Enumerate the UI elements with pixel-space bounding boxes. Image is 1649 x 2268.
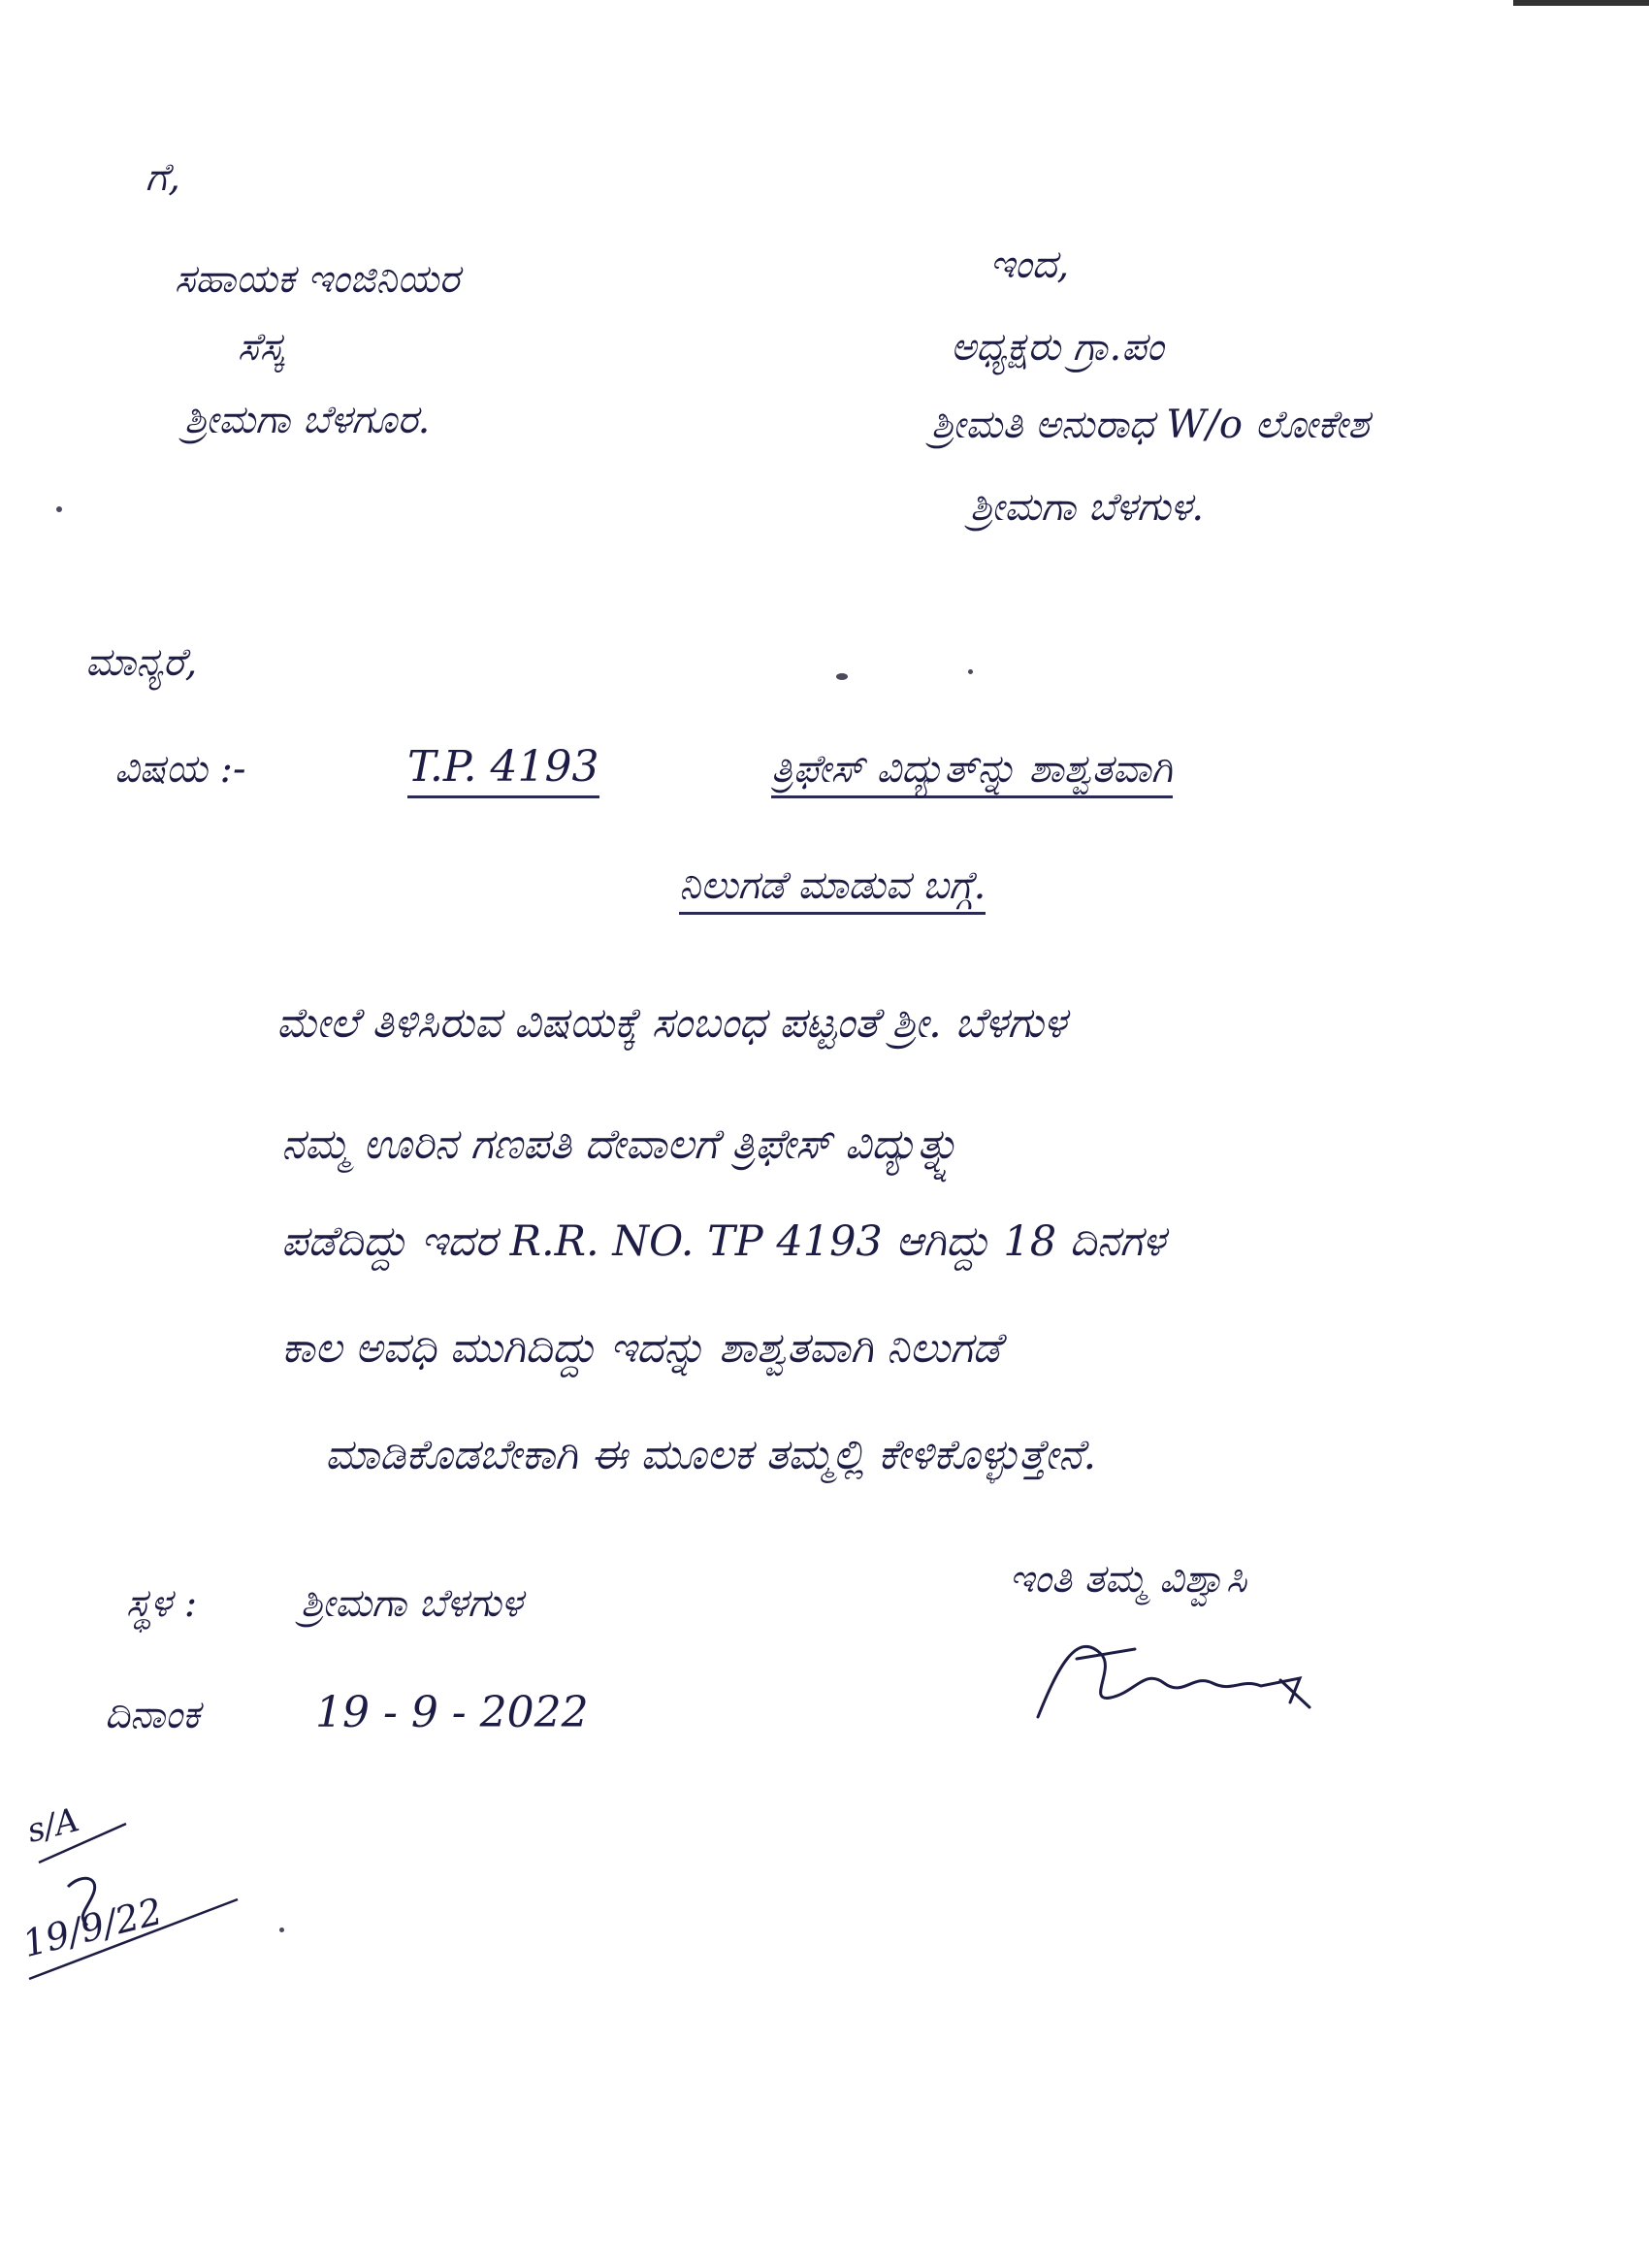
scan-dot xyxy=(836,673,848,680)
to-line-3: ಶ್ರೀಮಗಾ ಬೆಳಗೂರ. xyxy=(184,398,431,442)
body-line-2: ನಮ್ಮ ಊರಿನ ಗಣಪತಿ ದೇವಾಲಗೆ ತ್ರಿಫೇಸ್ ವಿದ್ಯುತ್ನ್ನು xyxy=(281,1120,963,1169)
salutation: ಮಾನ್ಯರೆ, xyxy=(85,640,198,685)
place-label: ಸ್ಥಳ : xyxy=(126,1581,198,1626)
receipt-text-2: 19/9/22 xyxy=(17,1889,167,1966)
date-value: 19 - 9 - 2022 xyxy=(315,1688,589,1737)
date-label: ದಿನಾಂಕ xyxy=(105,1693,200,1737)
subject-text-1: ತ್ರಿಫೇಸ್ ವಿದ್ಯುತ್‌ನ್ನು ಶಾಶ್ವತವಾಗಿ xyxy=(771,747,1173,798)
from-line-1: ಅಧ್ಯಕ್ಷರು ಗ್ರಾ.ಪಂ xyxy=(951,325,1164,370)
place-value: ಶ್ರೀಮಗಾ ಬೆಳಗುಳ xyxy=(301,1581,523,1626)
from-heading: ಇಂದ, xyxy=(989,243,1070,287)
body-line-5: ಮಾಡಿಕೊಡಬೇಕಾಗಿ ಈ ಮೂಲಕ ತಮ್ಮಲ್ಲಿ ಕೇಳಿಕೊಳ್ಳುತ್ತೇನೆ. xyxy=(325,1431,1097,1479)
to-line-1: ಸಹಾಯಕ ಇಂಜಿನಿಯರ xyxy=(175,257,460,302)
body-line-4: ಕಾಲ ಅವಧಿ ಮುಗಿದಿದ್ದು ಇದನ್ನು ಶಾಶ್ವತವಾಗಿ ನಿಲುಗಡೆ xyxy=(281,1324,1001,1373)
scan-edge xyxy=(1513,0,1649,6)
scan-dot xyxy=(279,1928,284,1932)
to-line-2: ಸೆಸ್ಕ xyxy=(238,325,284,370)
signature-mark xyxy=(1018,1610,1339,1736)
subject-label: ವಿಷಯ :- xyxy=(114,747,246,792)
to-heading: ಗೆ, xyxy=(146,155,180,200)
receipt-text-1: s/A xyxy=(22,1800,83,1851)
from-line-3: ಶ್ರೀಮಗಾ ಬೆಳಗುಳ. xyxy=(970,485,1205,530)
body-line-1: ಮೇಲೆ ತಿಳಿಸಿರುವ ವಿಷಯಕ್ಕೆ ಸಂಬಂಧ ಪಟ್ಟಂತೆ ಶ್ರೀ. ಬೆಳಗುಳ xyxy=(276,999,1067,1048)
body-line-3: ಪಡೆದಿದ್ದು ಇದರ R.R. NO. TP 4193 ಆಗಿದ್ದು 18 ದಿನಗಳ xyxy=(281,1217,1166,1266)
from-line-2: ಶ್ರೀಮತಿ ಅನುರಾಧ W/o ಲೋಕೇಶ xyxy=(931,403,1370,447)
scan-dot xyxy=(56,506,62,512)
subject-text-2: ನಿಲುಗಡೆ ಮಾಡುವ ಬಗ್ಗೆ. xyxy=(679,863,986,915)
closing: ಇಂತಿ ತಮ್ಮ ವಿಶ್ವಾಸಿ xyxy=(1009,1557,1247,1602)
subject-code: T.P. 4193 xyxy=(407,742,599,798)
scan-dot xyxy=(968,669,973,674)
